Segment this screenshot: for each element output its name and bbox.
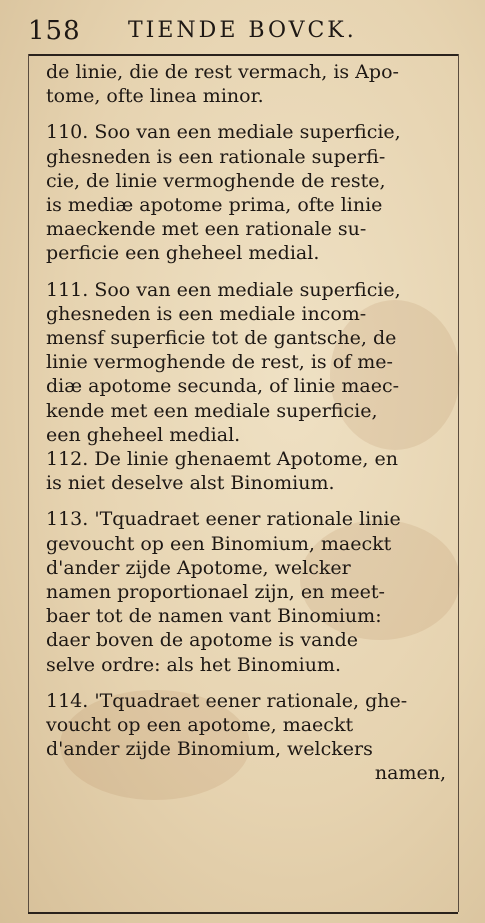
text-line: cie, de linie vermoghende de reste, — [46, 169, 386, 192]
paragraph — [46, 689, 446, 786]
text-line: selve ordre: als het Binomium. — [46, 653, 341, 676]
paragraph — [46, 120, 446, 265]
page-number: 158 — [28, 16, 81, 46]
text-line: baer tot de namen vant Binomium: — [46, 605, 382, 628]
text-line: namen proportionael zijn, en meet- — [46, 581, 385, 604]
paragraph — [46, 278, 446, 447]
text-line: ghesneden is een rationale superfi- — [46, 145, 386, 168]
text-line: is niet deselve alst Binomium. — [46, 472, 335, 495]
text-line: mensf superficie tot de gantsche, de — [46, 327, 397, 350]
body-text — [46, 60, 446, 786]
text-line: 112. De linie ghenaemt Apotome, en — [46, 448, 398, 471]
text-line: maeckende met een rationale su- — [46, 218, 367, 241]
bottom-rule — [28, 912, 458, 914]
running-head — [28, 14, 458, 48]
text-line: 110. Soo van een mediale superficie, — [46, 121, 401, 144]
page-title: TIENDE BOVCK. — [128, 18, 357, 43]
text-line: de linie, die de rest vermach, is Apo- — [46, 61, 399, 83]
text-line: d'ander zijde Binomium, welckers — [46, 738, 373, 761]
text-line: d'ander zijde Apotome, welcker — [46, 556, 351, 579]
right-column-rule — [458, 54, 459, 912]
text-line: kende met een mediale superficie, — [46, 399, 378, 422]
text-line: perficie een gheheel medial. — [46, 242, 320, 265]
paragraph — [46, 447, 446, 495]
text-line: tome, ofte linea minor. — [46, 85, 264, 108]
text-line: gevoucht op een Binomium, maeckt — [46, 532, 392, 555]
text-line: 113. 'Tquadraet eener rationale linie — [46, 508, 401, 531]
top-rule — [28, 54, 458, 56]
text-line: voucht op een apotome, maeckt — [46, 714, 354, 737]
text-line: diæ apotome secunda, of linie maec- — [46, 375, 400, 398]
text-line: ghesneden is een mediale incom- — [46, 302, 367, 325]
text-line: daer boven de apotome is vande — [46, 629, 359, 652]
text-line: is mediæ apotome prima, ofte linie — [46, 194, 383, 217]
text-line: 114. 'Tquadraet eener rationale, ghe- — [46, 689, 408, 712]
text-line: een gheheel medial. — [46, 423, 241, 446]
left-column-rule — [28, 54, 29, 912]
paragraph — [46, 507, 446, 676]
paragraph — [46, 60, 446, 108]
catchword: namen, — [374, 762, 446, 785]
text-line: linie vermoghende de rest, is of me- — [46, 351, 393, 374]
text-line: 111. Soo van een mediale superficie, — [46, 278, 401, 301]
